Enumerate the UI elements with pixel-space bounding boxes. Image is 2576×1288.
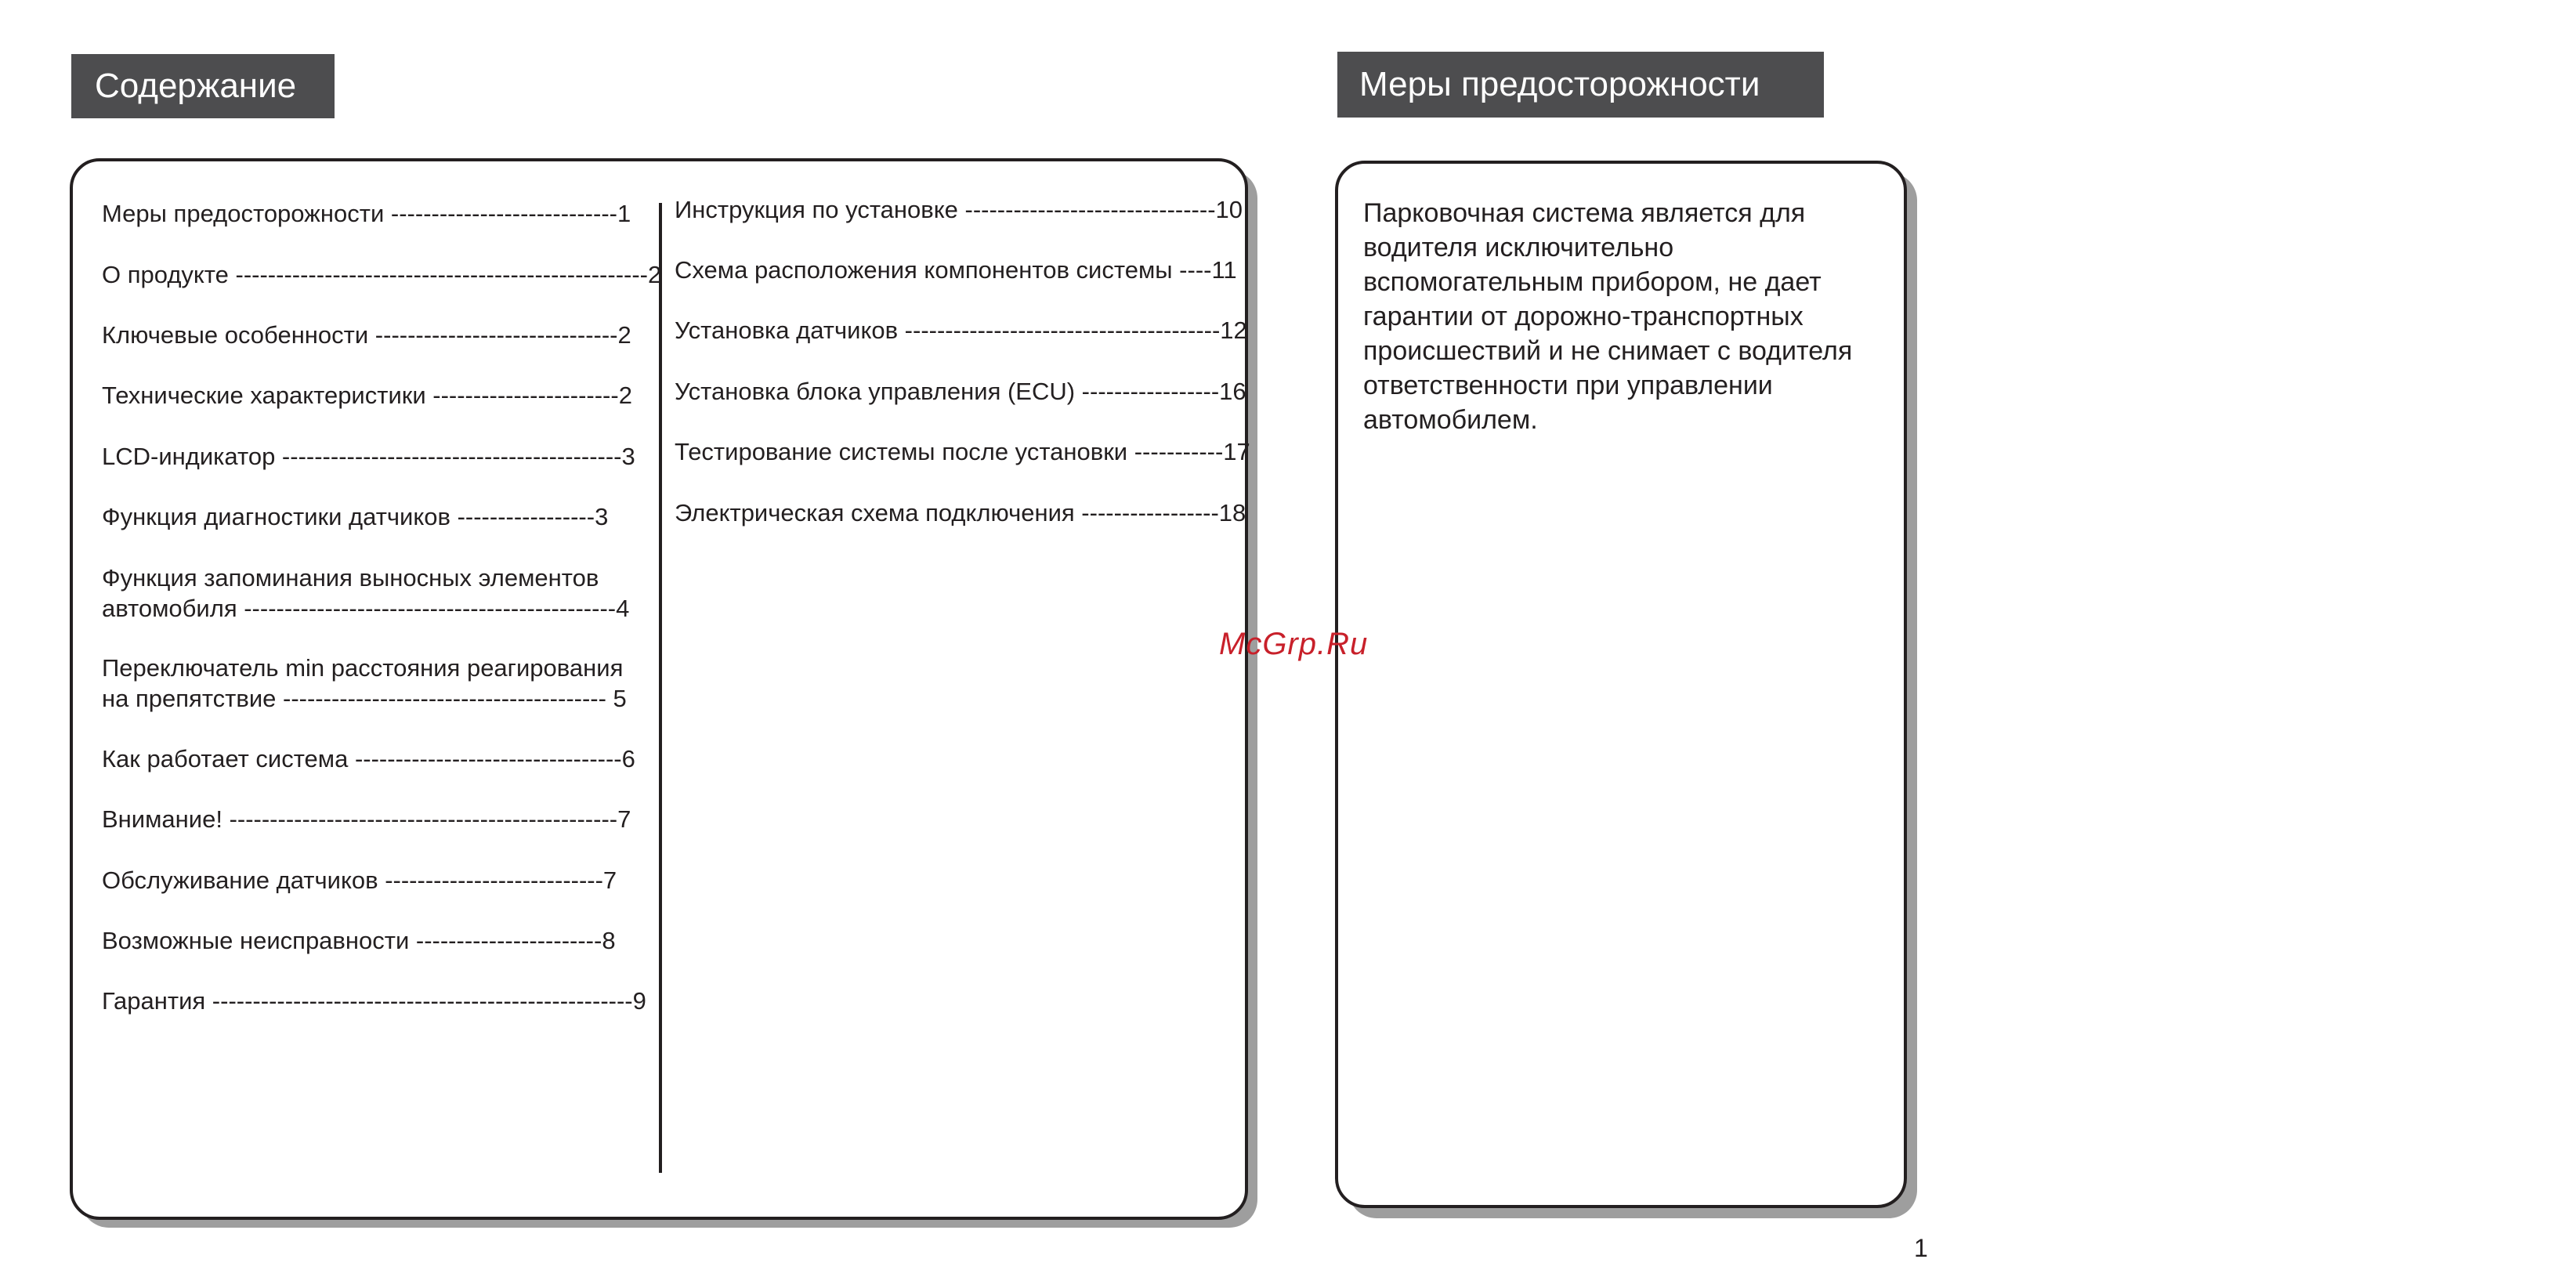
precautions-line: вспомогательным прибором, не дает (1363, 267, 1822, 297)
watermark-text: McGrp.Ru (1219, 627, 1369, 661)
toc-entry-installation[interactable] (675, 194, 1243, 225)
precautions-line: происшествий и не снимает с водителя (1363, 336, 1853, 366)
toc-entry-label: Электрическая схема подключения -----------------18 (675, 499, 1246, 526)
toc-entry-precautions[interactable] (102, 198, 631, 229)
toc-entry-how-it-works[interactable] (102, 743, 635, 774)
toc-entry-label: Тестирование системы после установки -----------17 (675, 438, 1250, 465)
toc-title: Содержание (95, 67, 297, 105)
toc-entry-label: О продукте ---------------------------------------------------2 (102, 261, 662, 288)
toc-entry-lcd[interactable] (102, 441, 635, 472)
toc-entry-label: Как работает система ---------------------------------6 (102, 745, 635, 772)
toc-entry-specs[interactable] (102, 380, 632, 411)
toc-entry-min-distance[interactable] (102, 653, 627, 714)
toc-entry-label-continued: на препятствие ---------------------------------------- 5 (102, 685, 627, 712)
toc-entry-label-continued: автомобиля ----------------------------------------------4 (102, 595, 630, 622)
toc-entry-label: Переключатель min расстояния реагирования (102, 654, 624, 682)
toc-entry-maintenance[interactable] (102, 865, 617, 895)
toc-entry-label: Возможные неисправности -----------------------8 (102, 927, 616, 954)
toc-entry-label: LCD-индикатор ------------------------------------------3 (102, 443, 635, 470)
precautions-line: водителя исключительно (1363, 233, 1674, 262)
toc-entry-memory[interactable] (102, 563, 629, 624)
precautions-title: Меры предосторожности (1359, 65, 1760, 103)
toc-entry-label: Схема расположения компонентов системы ----11 (675, 256, 1237, 284)
toc-entry-label: Функция диагностики датчиков -----------------3 (102, 503, 609, 530)
toc-entry-key-features[interactable] (102, 320, 631, 350)
toc-entry-label: Ключевые особенности ------------------------------2 (102, 321, 631, 349)
toc-entry-label: Функция запоминания выносных элементов (102, 564, 599, 592)
toc-entry-ecu-install[interactable] (675, 376, 1246, 407)
precautions-header (1337, 52, 1824, 118)
precautions-line: гарантии от дорожно-транспортных (1363, 302, 1804, 331)
toc-entry-diagnostics[interactable] (102, 501, 608, 532)
toc-entry-troubleshooting[interactable] (102, 925, 616, 956)
toc-entry-warranty[interactable] (102, 986, 646, 1016)
toc-entry-attention[interactable] (102, 804, 631, 834)
toc-entry-sensor-install[interactable] (675, 315, 1247, 346)
precautions-body (1363, 196, 1865, 437)
precautions-line: автомобилем. (1363, 405, 1538, 435)
toc-entry-wiring[interactable] (675, 497, 1246, 528)
toc-entry-label: Меры предосторожности ----------------------------1 (102, 200, 631, 227)
toc-column-divider (659, 203, 662, 1173)
toc-entry-label: Технические характеристики -----------------------2 (102, 382, 632, 409)
toc-entry-product[interactable] (102, 259, 661, 290)
toc-header (71, 54, 335, 118)
toc-entry-label: Установка блока управления (ECU) -----------------16 (675, 378, 1246, 405)
precautions-line: Парковочная система является для (1363, 198, 1806, 228)
toc-entry-testing[interactable] (675, 436, 1250, 467)
precautions-line: ответственности при управлении (1363, 371, 1773, 400)
toc-entry-label: Установка датчиков ---------------------------------------12 (675, 317, 1247, 344)
toc-entry-label: Внимание! ------------------------------------------------7 (102, 805, 631, 833)
toc-entry-component-layout[interactable] (675, 255, 1237, 285)
toc-entry-label: Инструкция по установке -------------------------------10 (675, 196, 1243, 223)
toc-entry-label: Обслуживание датчиков ---------------------------7 (102, 867, 617, 894)
toc-entry-label: Гарантия ----------------------------------------------------9 (102, 987, 646, 1015)
page-number: 1 (1914, 1234, 1928, 1262)
